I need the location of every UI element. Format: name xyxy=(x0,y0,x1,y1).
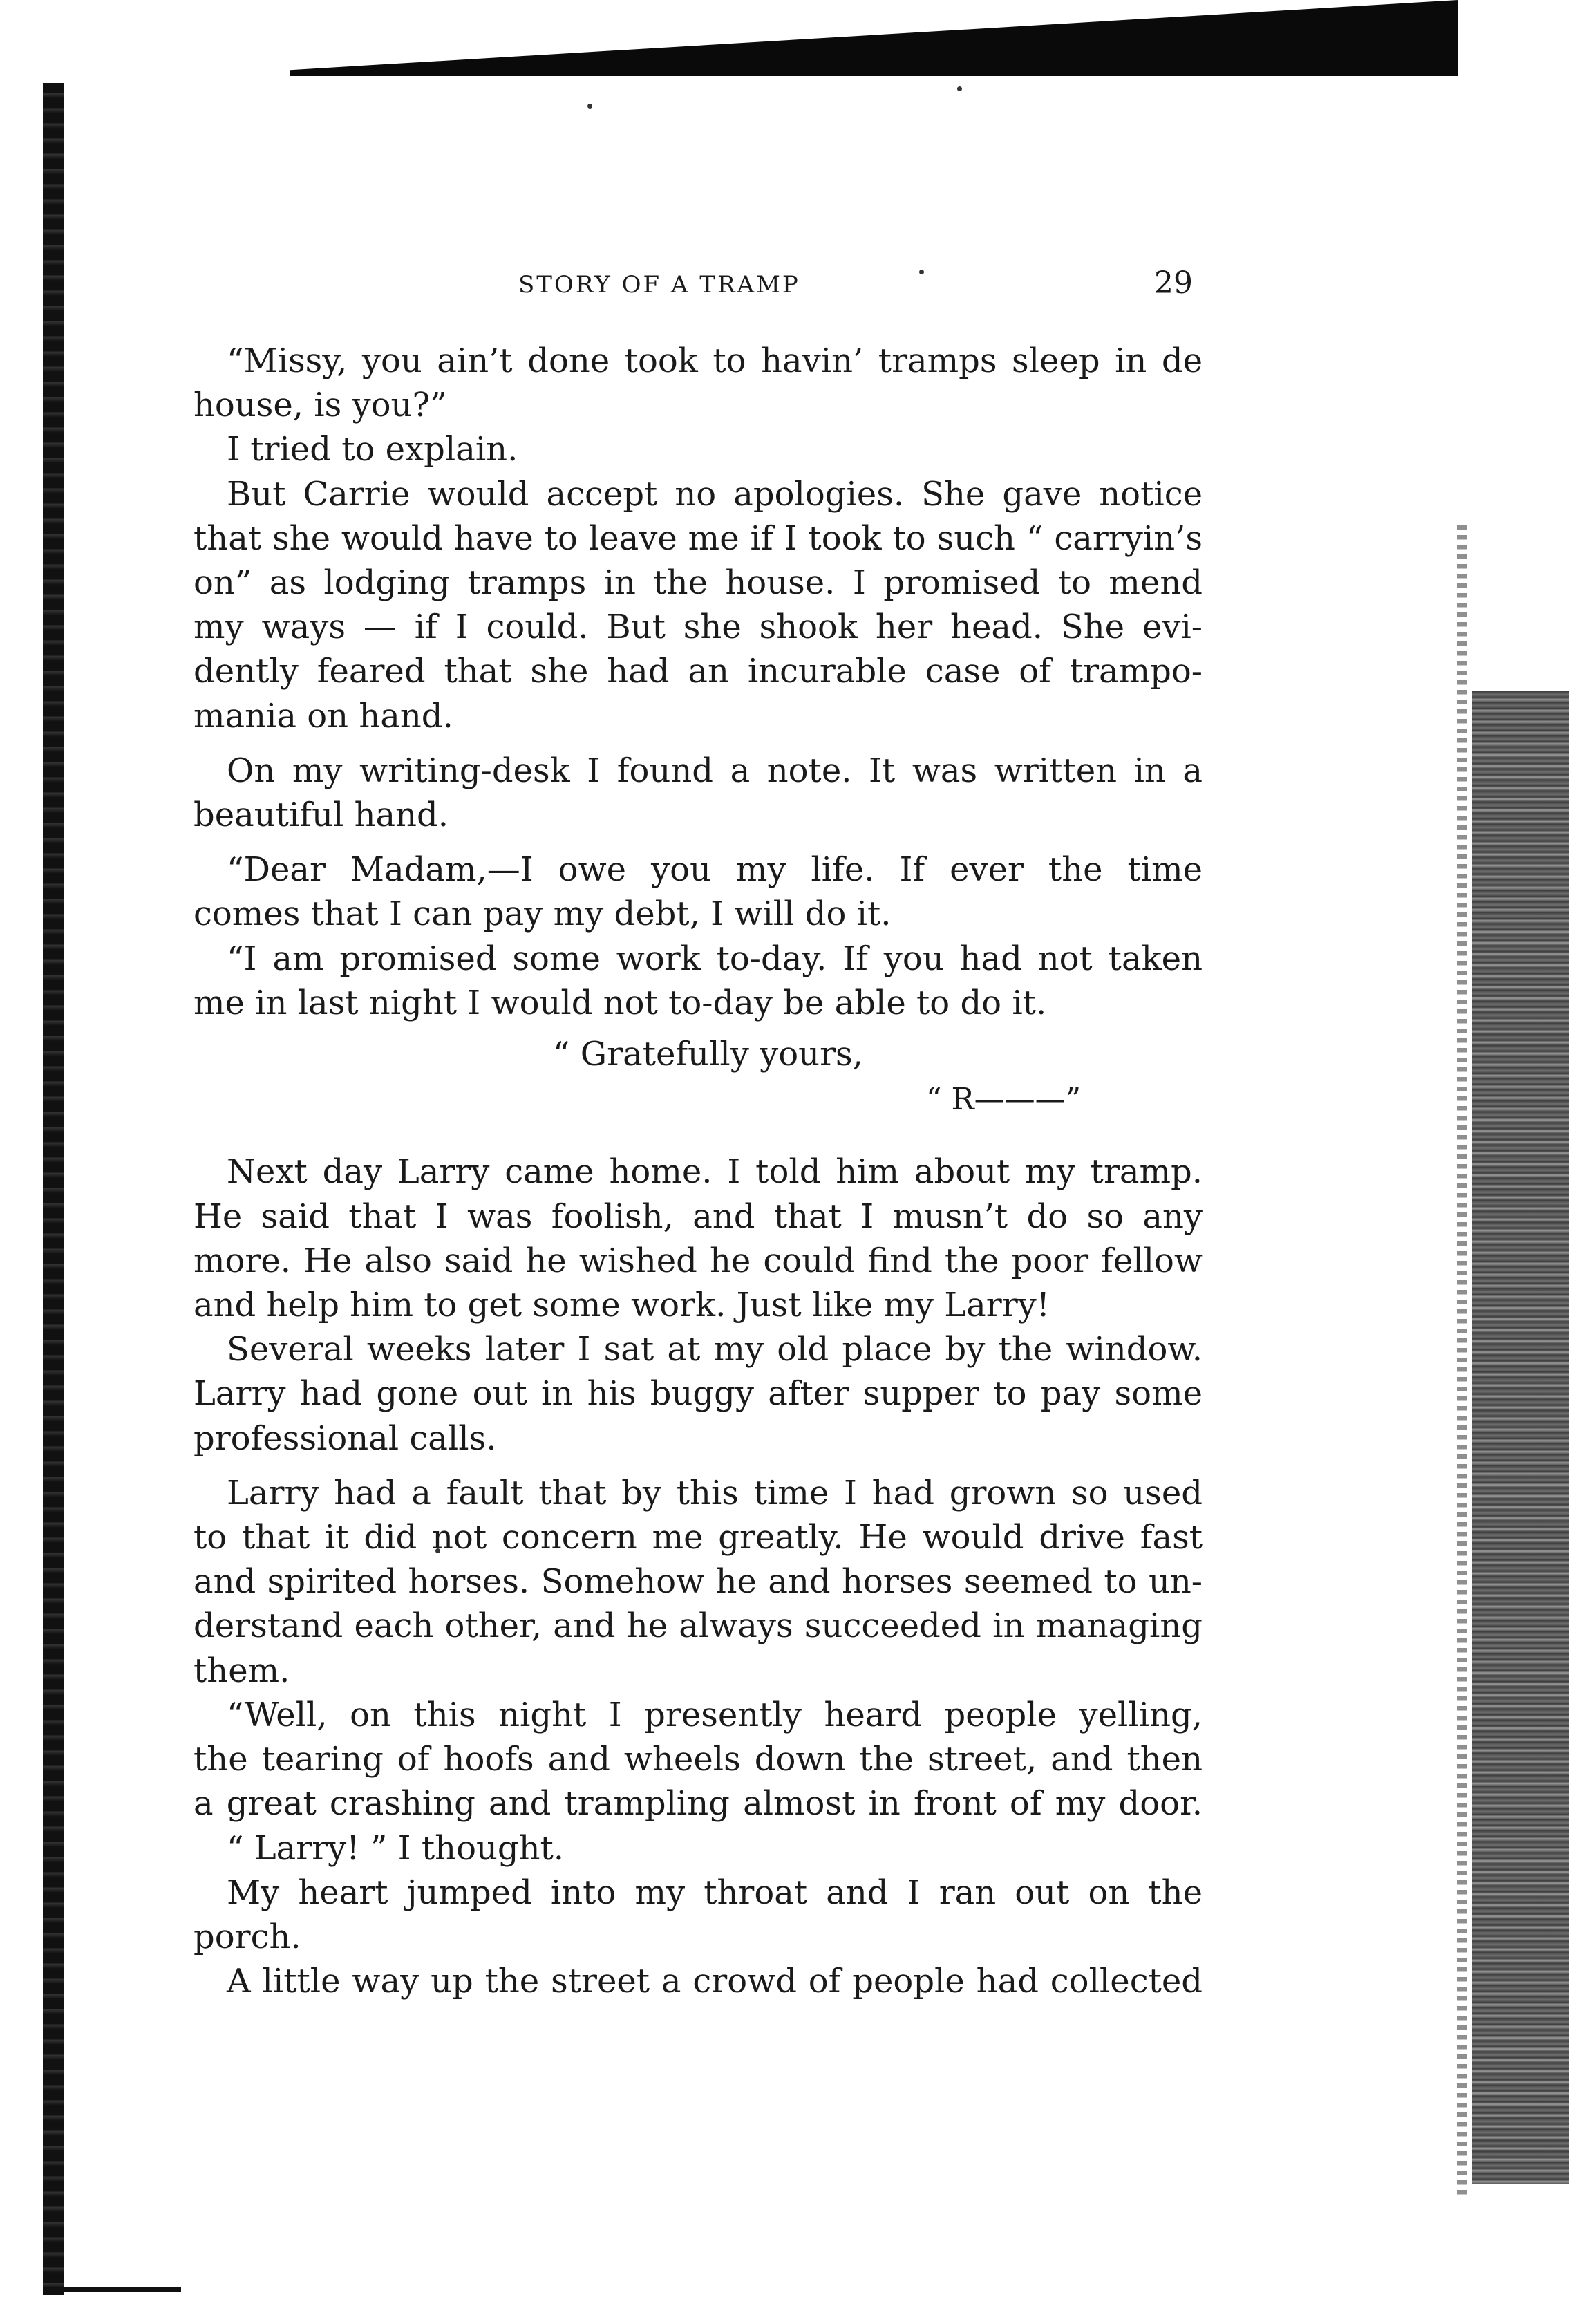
text-line: them. xyxy=(194,1651,290,1690)
signature-closing: “ Gratefully yours, xyxy=(553,1035,863,1074)
text-line: more. He also said he wished he could find the poor fellow xyxy=(194,1241,1203,1280)
text-line: “Missy, you ain’t done took to havin’ tramps sleep in de xyxy=(227,341,1203,380)
text-line: “ Larry! ” I thought. xyxy=(227,1828,565,1868)
text-line: But Carrie would accept no apologies. She gave notice xyxy=(227,474,1203,514)
text-line: He said that I was foolish, and that I musn’t do so any xyxy=(194,1197,1203,1236)
text-line: a great crashing and trampling almost in front of my door. xyxy=(194,1784,1203,1824)
page-number: 29 xyxy=(1154,265,1193,301)
scan-right-edge xyxy=(1472,691,1569,2184)
text-line: Several weeks later I sat at my old place by the window. xyxy=(227,1330,1203,1369)
text-line: house, is you?” xyxy=(194,386,447,425)
text-line: Larry had a fault that by this time I had grown so used xyxy=(227,1473,1203,1512)
body-text xyxy=(194,339,1203,2003)
text-line: On my writing-desk I found a note. It was written in a xyxy=(227,751,1203,790)
text-line: the tearing of hoofs and wheels down the street, and then xyxy=(194,1740,1203,1779)
text-line: Next day Larry came home. I told him about my tramp. xyxy=(227,1152,1203,1192)
scan-top-shadow xyxy=(290,0,1458,76)
scan-speck xyxy=(957,86,962,91)
text-line: comes that I can pay my debt, I will do it. xyxy=(194,894,892,934)
scan-right-bleed xyxy=(1457,525,1467,2198)
scan-left-edge xyxy=(43,83,64,2295)
text-line: that she would have to leave me if I took to such “ carryin’s xyxy=(194,518,1203,558)
text-line: derstand each other, and he always succeeded in managing xyxy=(194,1606,1203,1646)
text-line: mania on hand. xyxy=(194,696,453,735)
text-line: me in last night I would not to-day be able to do it. xyxy=(194,983,1047,1022)
text-line: Larry had gone out in his buggy after supper to pay some xyxy=(194,1374,1203,1414)
text-line: to that it did not concern me greatly. He would drive fast xyxy=(194,1518,1203,1557)
scan-speck xyxy=(587,104,592,109)
text-line: professional calls. xyxy=(194,1418,497,1458)
running-head: STORY OF A TRAMP xyxy=(518,271,800,299)
text-line: “Well, on this night I presently heard people yelling, xyxy=(227,1695,1203,1734)
text-line: I tried to explain. xyxy=(227,430,518,469)
text-line: beautiful hand. xyxy=(194,796,449,835)
text-line: “I am promised some work to-day. If you had not taken xyxy=(227,939,1203,978)
text-line: My heart jumped into my throat and I ran out on the xyxy=(227,1873,1203,1912)
text-line: my ways — if I could. But she shook her head. She evi- xyxy=(194,608,1203,647)
text-line: on” as lodging tramps in the house. I promised to mend xyxy=(194,563,1203,603)
text-line: “Dear Madam,—I owe you my life. If ever the time xyxy=(227,850,1203,890)
text-line: and spirited horses. Somehow he and horses seemed to un- xyxy=(194,1562,1203,1602)
text-line: dently feared that she had an incurable case of trampo- xyxy=(194,652,1203,691)
scan-left-foot xyxy=(43,2287,181,2292)
text-line: and help him to get some work. Just like my Larry! xyxy=(194,1286,1050,1325)
text-line: A little way up the street a crowd of people had collected xyxy=(227,1962,1203,2001)
text-line: porch. xyxy=(194,1917,301,1956)
signature-initial: “ R———” xyxy=(926,1082,1082,1118)
